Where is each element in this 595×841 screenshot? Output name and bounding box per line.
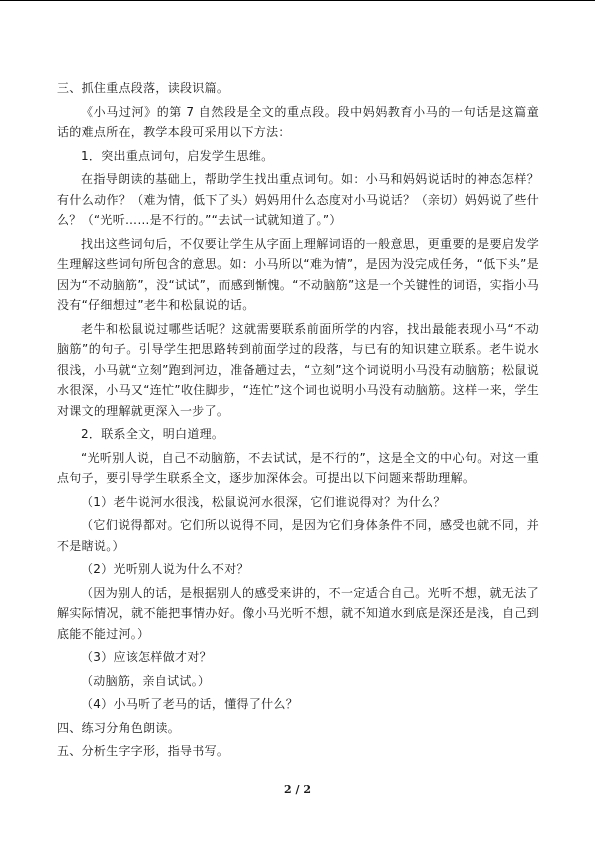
paragraph-key-words: 在指导朗读的基础上，帮助学生找出重点词句。如：小马和妈妈说话时的神态怎样？有什么动作？（难为情，低下了头）妈妈用什么态度对小马说话？（亲切）妈妈说了些什么？（“光听……是不行的。”“去试一试就知道了。”） bbox=[57, 172, 539, 227]
section-heading-5: 五、分析生字字形，指导书写。 bbox=[57, 744, 230, 758]
paragraph-central-sentence: “光听别人说，自己不动脑筋，不去试试，是不行的”，这是全文的中心句。对这一重点句子，要引导学生联系全文，逐步加深体会。可提出以下问题来帮助理解。 bbox=[57, 450, 539, 485]
paragraph-intro: 《小马过河》的第 7 自然段是全文的重点段。段中妈妈教育小马的一句话是这篇童话的难点所在，教学本段可采用以下方法： bbox=[57, 104, 539, 139]
answer-3: （动脑筋，亲自试试。） bbox=[81, 673, 211, 688]
question-4: （4）小马听了老马的话，懂得了什么？ bbox=[81, 697, 299, 711]
paragraph-meaning: 找出这些词句后，不仅要让学生从字面上理解词语的一般意思，更重要的是要启发学生理解这些词句所包含的意思。如：小马所以“难为情”，是因为没完成任务，“低下头”是因为“不动脑筋”，没“试试”，而感到惭愧。“不动脑筋”这是一个关键性的词语，实指小马没有“仔细想过”老牛和松鼠说的话。 bbox=[57, 236, 539, 312]
subheading-1: 1．突出重点词句，启发学生思维。 bbox=[81, 148, 274, 163]
top-border-line bbox=[0, 0, 595, 1]
question-2: （2）光听别人说为什么不对？ bbox=[81, 562, 249, 576]
answer-1: （它们说得都对。它们所以说得不同，是因为它们身体条件不同，感受也就不同，并不是瞎说。） bbox=[57, 518, 539, 553]
section-heading-3: 三、抓住重点段落，读段识篇。 bbox=[57, 81, 230, 95]
question-1: （1）老牛说河水很浅，松鼠说河水很深，它们谁说得对？为什么？ bbox=[81, 494, 446, 509]
page-number: 2 / 2 bbox=[284, 783, 311, 796]
answer-2: （因为别人的话，是根据别人的感受来讲的，不一定适合自己。光听不想，就无法了解实际情况，就不能把事情办好。像小马光听不想，就不知道水到底是深还是浅，自己到底能不能过河。） bbox=[57, 585, 539, 641]
question-3: （3）应该怎样做才对？ bbox=[81, 650, 212, 664]
document-body bbox=[57, 78, 539, 762]
paragraph-connect-previous: 老牛和松鼠说过哪些话呢？这就需要联系前面所学的内容，找出最能表现小马“不动脑筋”的句子。引导学生把思路转到前面学过的段落，与已有的知识建立联系。老牛说水很浅，小马就“立刻”跑到河边，准备趟过去，“立刻”这个词说明小马没有动脑筋；松鼠说水很深，小马又“连忙”收住脚步，“连忙”这个词也说明小马没有动脑筋。这样一来，学生对课文的理解就更深入一步了。 bbox=[57, 321, 539, 418]
subheading-2: 2．联系全文，明白道理。 bbox=[81, 427, 225, 441]
section-heading-4: 四、练习分角色朗读。 bbox=[57, 720, 181, 735]
